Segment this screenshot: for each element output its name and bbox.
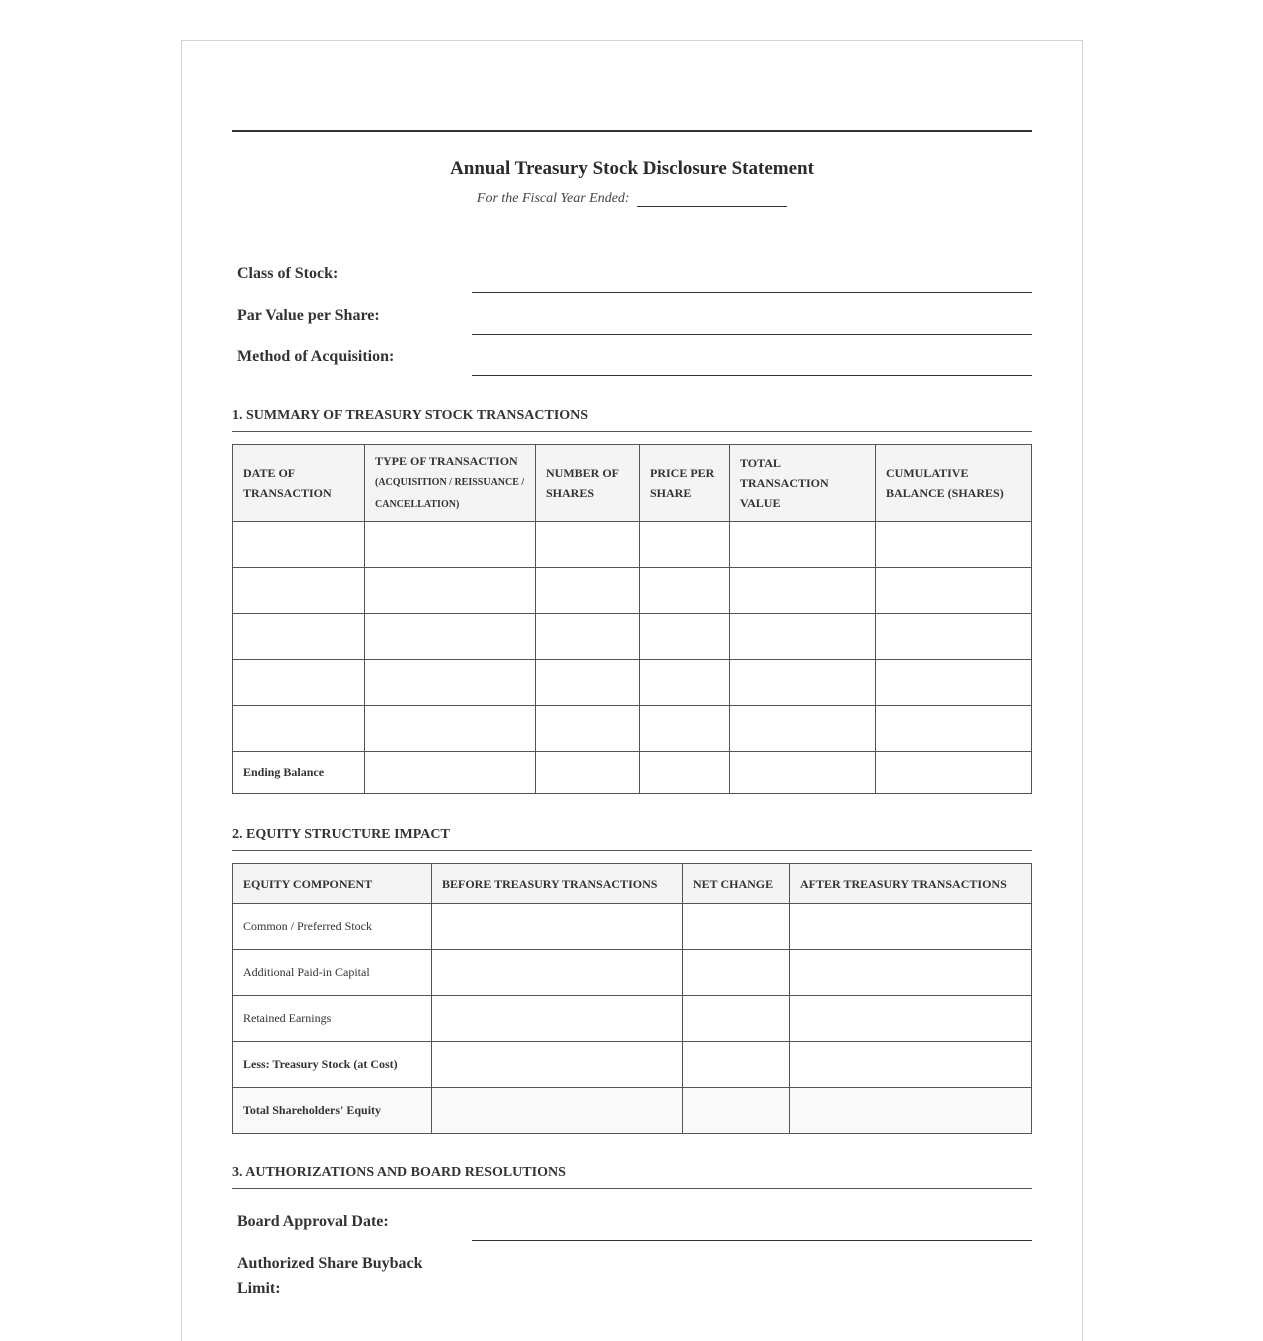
col-date: DATE OF TRANSACTION [233, 445, 365, 522]
col-after: AFTER TREASURY TRANSACTIONS [790, 864, 1032, 904]
board-approval-field [232, 1209, 1032, 1249]
table-cell[interactable] [640, 706, 730, 752]
table-cell[interactable] [233, 706, 365, 752]
table-cell[interactable] [536, 568, 640, 614]
document-title: Annual Treasury Stock Disclosure Statement [450, 158, 814, 179]
table-cell[interactable] [536, 660, 640, 706]
fiscal-year-label: For the Fiscal Year Ended: [476, 191, 630, 206]
table-cell[interactable] [876, 614, 1032, 660]
table-cell[interactable] [876, 660, 1032, 706]
par-value-field [232, 303, 1032, 343]
table-cell[interactable] [683, 904, 790, 950]
table-cell[interactable] [640, 752, 730, 794]
method-blank[interactable] [472, 375, 1032, 376]
method-field [232, 344, 1032, 384]
table-cell[interactable] [683, 950, 790, 996]
table-cell[interactable] [683, 1042, 790, 1088]
class-of-stock-blank[interactable] [472, 292, 1032, 293]
ending-balance-label: Ending Balance [233, 752, 365, 794]
class-of-stock-field [232, 261, 1032, 301]
table-cell[interactable] [365, 522, 536, 568]
table-cell[interactable] [790, 950, 1032, 996]
table-row [233, 568, 1032, 614]
table-cell[interactable] [536, 752, 640, 794]
par-value-label: Par Value per Share: [237, 307, 380, 324]
table-cell[interactable] [536, 614, 640, 660]
section-3-title: 3. AUTHORIZATIONS AND BOARD RESOLUTIONS [232, 1165, 1032, 1189]
table-cell[interactable] [876, 752, 1032, 794]
table-cell[interactable] [640, 568, 730, 614]
table-cell[interactable] [365, 660, 536, 706]
section-1-title: 1. SUMMARY OF TREASURY STOCK TRANSACTIONS [232, 408, 1032, 432]
table-row [233, 996, 1032, 1042]
table-cell[interactable] [365, 614, 536, 660]
col-type-note: (ACQUISITION / REISSUANCE / CANCELLATION) [375, 477, 525, 510]
equity-table [232, 863, 1032, 1134]
table-cell[interactable] [790, 1088, 1032, 1134]
equity-row-label: Retained Earnings [233, 996, 432, 1042]
table-cell[interactable] [233, 568, 365, 614]
table-row [233, 706, 1032, 752]
table-row [233, 904, 1032, 950]
table-row [233, 660, 1032, 706]
col-price: PRICE PER SHARE [640, 445, 730, 522]
table-cell[interactable] [233, 522, 365, 568]
table-cell[interactable] [790, 904, 1032, 950]
table-cell[interactable] [233, 614, 365, 660]
table-cell[interactable] [365, 706, 536, 752]
table-cell[interactable] [730, 660, 876, 706]
table-cell[interactable] [432, 904, 683, 950]
col-shares: NUMBER OF SHARES [536, 445, 640, 522]
table-cell[interactable] [432, 1088, 683, 1134]
equity-row-label: Common / Preferred Stock [233, 904, 432, 950]
table-row [233, 950, 1032, 996]
table-cell[interactable] [876, 568, 1032, 614]
ending-balance-row [233, 752, 1032, 794]
table-cell[interactable] [730, 568, 876, 614]
table-cell[interactable] [640, 522, 730, 568]
table-cell[interactable] [730, 614, 876, 660]
table-row [233, 1042, 1032, 1088]
table-cell[interactable] [365, 752, 536, 794]
board-approval-blank[interactable] [472, 1240, 1032, 1241]
table-row [233, 1088, 1032, 1134]
table-row [233, 614, 1032, 660]
fiscal-year-line [232, 191, 1032, 207]
table-cell[interactable] [730, 522, 876, 568]
table-cell[interactable] [876, 706, 1032, 752]
table-cell[interactable] [790, 1042, 1032, 1088]
method-label: Method of Acquisition: [237, 348, 395, 365]
header-rule [232, 130, 1032, 132]
table-cell[interactable] [640, 660, 730, 706]
buyback-limit-label: Authorized Share Buyback Limit: [237, 1255, 423, 1297]
col-balance: CUMULATIVE BALANCE (SHARES) [876, 445, 1032, 522]
col-equity-component: EQUITY COMPONENT [233, 864, 432, 904]
equity-row-label: Total Shareholders' Equity [233, 1088, 432, 1134]
table-cell[interactable] [432, 1042, 683, 1088]
col-type: TYPE OF TRANSACTION (ACQUISITION / REISSUANCE / CANCELLATION) [365, 445, 536, 522]
table-cell[interactable] [432, 950, 683, 996]
document-page [181, 40, 1083, 1341]
section-2-title: 2. EQUITY STRUCTURE IMPACT [232, 827, 1032, 851]
col-net-change: NET CHANGE [683, 864, 790, 904]
table-cell[interactable] [730, 706, 876, 752]
transactions-table [232, 444, 1032, 794]
table-cell[interactable] [365, 568, 536, 614]
table-cell[interactable] [683, 996, 790, 1042]
equity-row-label: Less: Treasury Stock (at Cost) [233, 1042, 432, 1088]
table-cell[interactable] [233, 660, 365, 706]
table-cell[interactable] [640, 614, 730, 660]
table-cell[interactable] [536, 706, 640, 752]
table-cell[interactable] [730, 752, 876, 794]
table-cell[interactable] [683, 1088, 790, 1134]
par-value-blank[interactable] [472, 334, 1032, 335]
board-approval-label: Board Approval Date: [237, 1213, 389, 1230]
table-cell[interactable] [432, 996, 683, 1042]
class-of-stock-label: Class of Stock: [237, 265, 339, 282]
equity-row-label: Additional Paid-in Capital [233, 950, 432, 996]
fiscal-year-blank[interactable] [637, 192, 787, 207]
table-cell[interactable] [876, 522, 1032, 568]
col-total: TOTAL TRANSACTION VALUE [730, 445, 876, 522]
table-cell[interactable] [790, 996, 1032, 1042]
buyback-limit-field [232, 1251, 1032, 1311]
col-before: BEFORE TREASURY TRANSACTIONS [432, 864, 683, 904]
table-row [233, 522, 1032, 568]
table-cell[interactable] [536, 522, 640, 568]
